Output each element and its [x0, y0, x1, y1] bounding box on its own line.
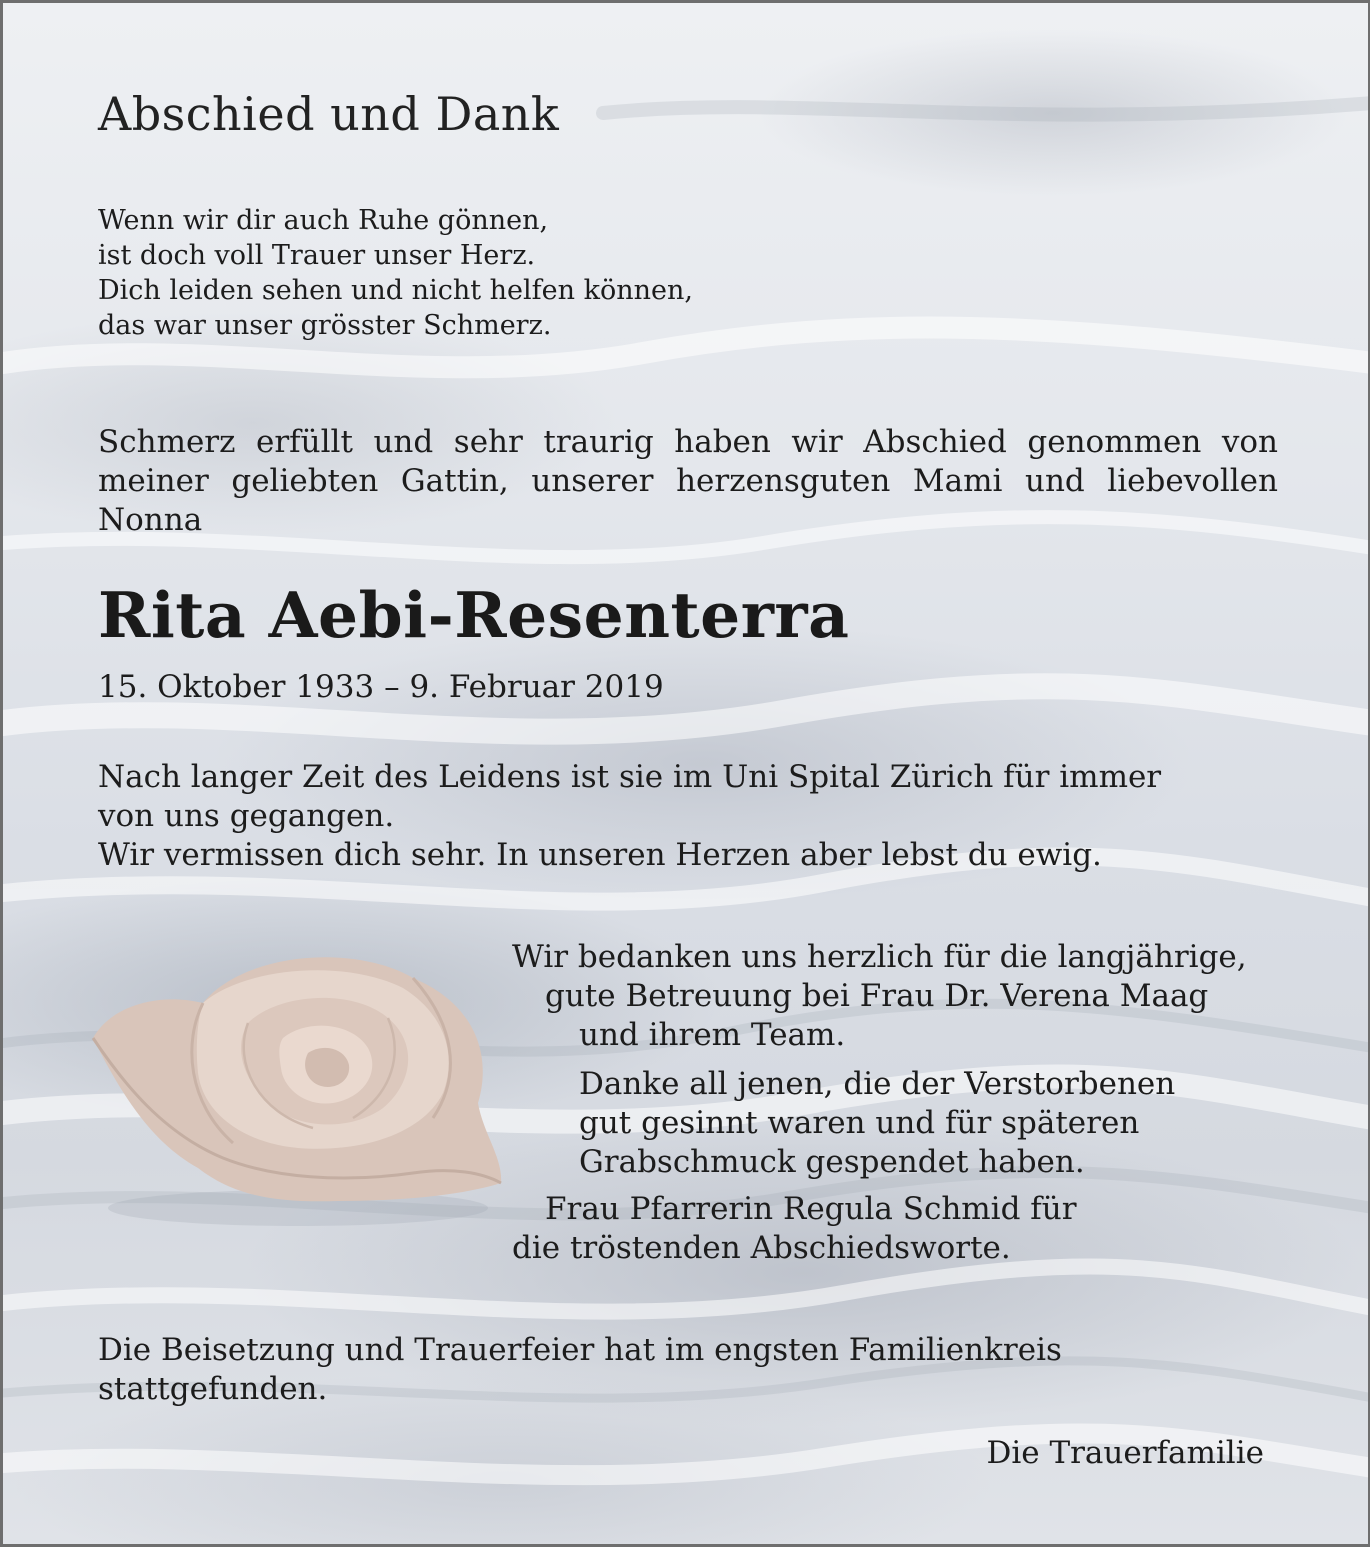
passing-line: Nach langer Zeit des Leidens ist sie im Uni Spital Zürich für immer	[98, 759, 1162, 795]
intro-paragraph: Schmerz erfüllt und sehr traurig haben wir Abschied genommen von meiner geliebten Gattin, unserer herzensguten Mami und liebevollen Nonna	[98, 424, 1278, 538]
thanks-line: Grabschmuck gespendet haben.	[579, 1144, 1085, 1180]
burial-paragraph	[98, 1331, 1198, 1409]
rose-illustration	[83, 933, 523, 1233]
thanks-line: die tröstenden Abschiedsworte.	[512, 1230, 1011, 1266]
thanks-line: Wir bedanken uns herzlich für die langjährige,	[512, 939, 1247, 975]
signature: Die Trauerfamilie	[986, 1435, 1264, 1471]
burial-line: stattgefunden.	[98, 1371, 328, 1407]
passing-line: von uns gegangen.	[98, 798, 395, 834]
poem-line: ist doch voll Trauer unser Herz.	[98, 240, 536, 271]
poem	[98, 203, 898, 343]
deceased-name: Rita Aebi-Resenterra	[98, 578, 850, 652]
thanks-section	[512, 938, 1312, 1268]
burial-line: Die Beisetzung und Trauerfeier hat im engsten Familienkreis	[98, 1332, 1062, 1368]
poem-line: Dich leiden sehen und nicht helfen können,	[98, 275, 693, 306]
thanks-line: gut gesinnt waren und für späteren	[579, 1105, 1140, 1141]
thanks-line: und ihrem Team.	[579, 1017, 846, 1053]
thanks-line: Danke all jenen, die der Verstorbenen	[579, 1066, 1176, 1102]
passing-paragraph	[98, 758, 1278, 875]
thanks-line: gute Betreuung bei Frau Dr. Verena Maag	[545, 978, 1209, 1014]
poem-line: das war unser grösster Schmerz.	[98, 310, 552, 341]
poem-line: Wenn wir dir auch Ruhe gönnen,	[98, 205, 549, 236]
passing-line: Wir vermissen dich sehr. In unseren Herzen aber lebst du ewig.	[98, 837, 1102, 873]
life-dates: 15. Oktober 1933 – 9. Februar 2019	[98, 669, 664, 705]
thanks-line: Frau Pfarrerin Regula Schmid für	[545, 1191, 1077, 1227]
page-title: Abschied und Dank	[98, 87, 560, 141]
